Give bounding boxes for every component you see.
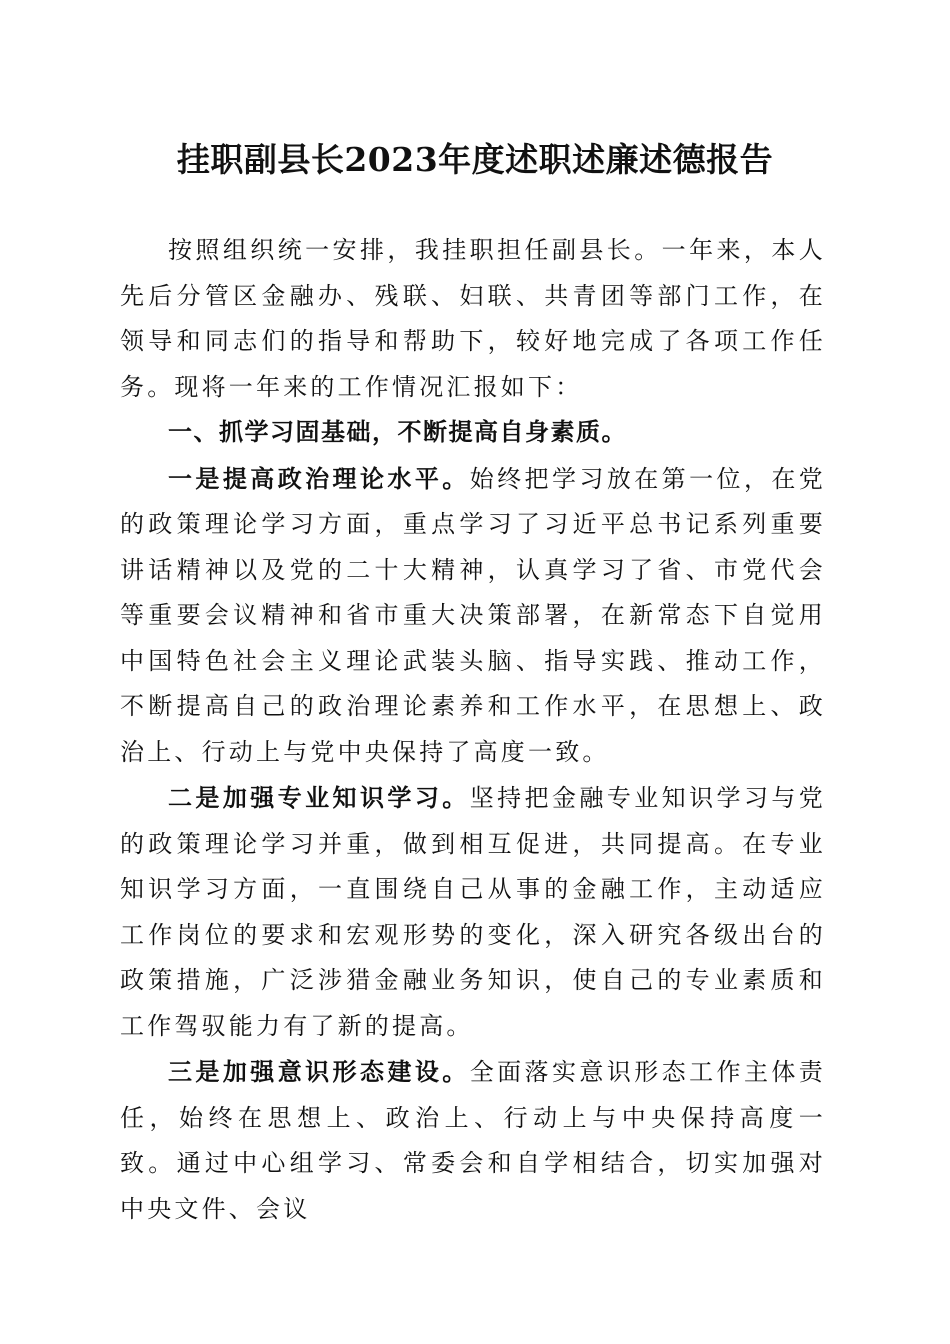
item-text-2: 坚持把金融专业知识学习与党的政策理论学习并重，做到相互促进，共同提高。在专业知识学习方面，一直围绕自己从事的金融工作，主动适应工作岗位的要求和宏观形势的变化，深入研究各级出台的政策措施，广泛涉猎金融业务知识，使自己的专业素质和工作驾驭能力有了新的提高。 <box>120 784 826 1040</box>
item-lead-2: 二是加强专业知识学习。 <box>168 783 470 812</box>
intro-paragraph: 按照组织统一安排，我挂职担任副县长。一年来，本人先后分管区金融办、残联、妇联、共青团等部门工作，在领导和同志们的指导和帮助下，较好地完成了各项工作任务。现将一年来的工作情况汇报如下： <box>120 236 826 401</box>
document-title: 挂职副县长2023年度述职述廉述德报告 <box>176 140 774 179</box>
item-lead-1: 一是提高政治理论水平。 <box>168 463 470 493</box>
item-paragraph-2 <box>120 775 826 1049</box>
item-paragraph-3 <box>120 1049 826 1232</box>
item-paragraph-1 <box>120 456 826 776</box>
item-text-3: 全面落实意识形态工作主体责任，始终在思想上、政治上、行动上与中央保持高度一致。通过中心组学习、常委会和自学相结合，切实加强对中央文件、会议 <box>120 1058 826 1223</box>
item-lead-3: 三是加强意识形态建设。 <box>168 1057 470 1086</box>
document-body <box>120 228 826 1232</box>
item-text-1: 始终把学习放在第一位，在党的政策理论学习方面，重点学习了习近平总书记系列重要讲话精神以及党的二十大精神，认真学习了省、市党代会等重要会议精神和省市重大决策部署，在新常态下自觉用中国特色社会主义理论武装头脑、指导实践、推动工作，不断提高自己的政治理论素养和工作水平，在思想上、政治上、行动上与党中央保持了高度一致。 <box>120 464 826 766</box>
section-heading-1: 一、抓学习固基础，不断提高自身素质。 <box>168 418 627 446</box>
